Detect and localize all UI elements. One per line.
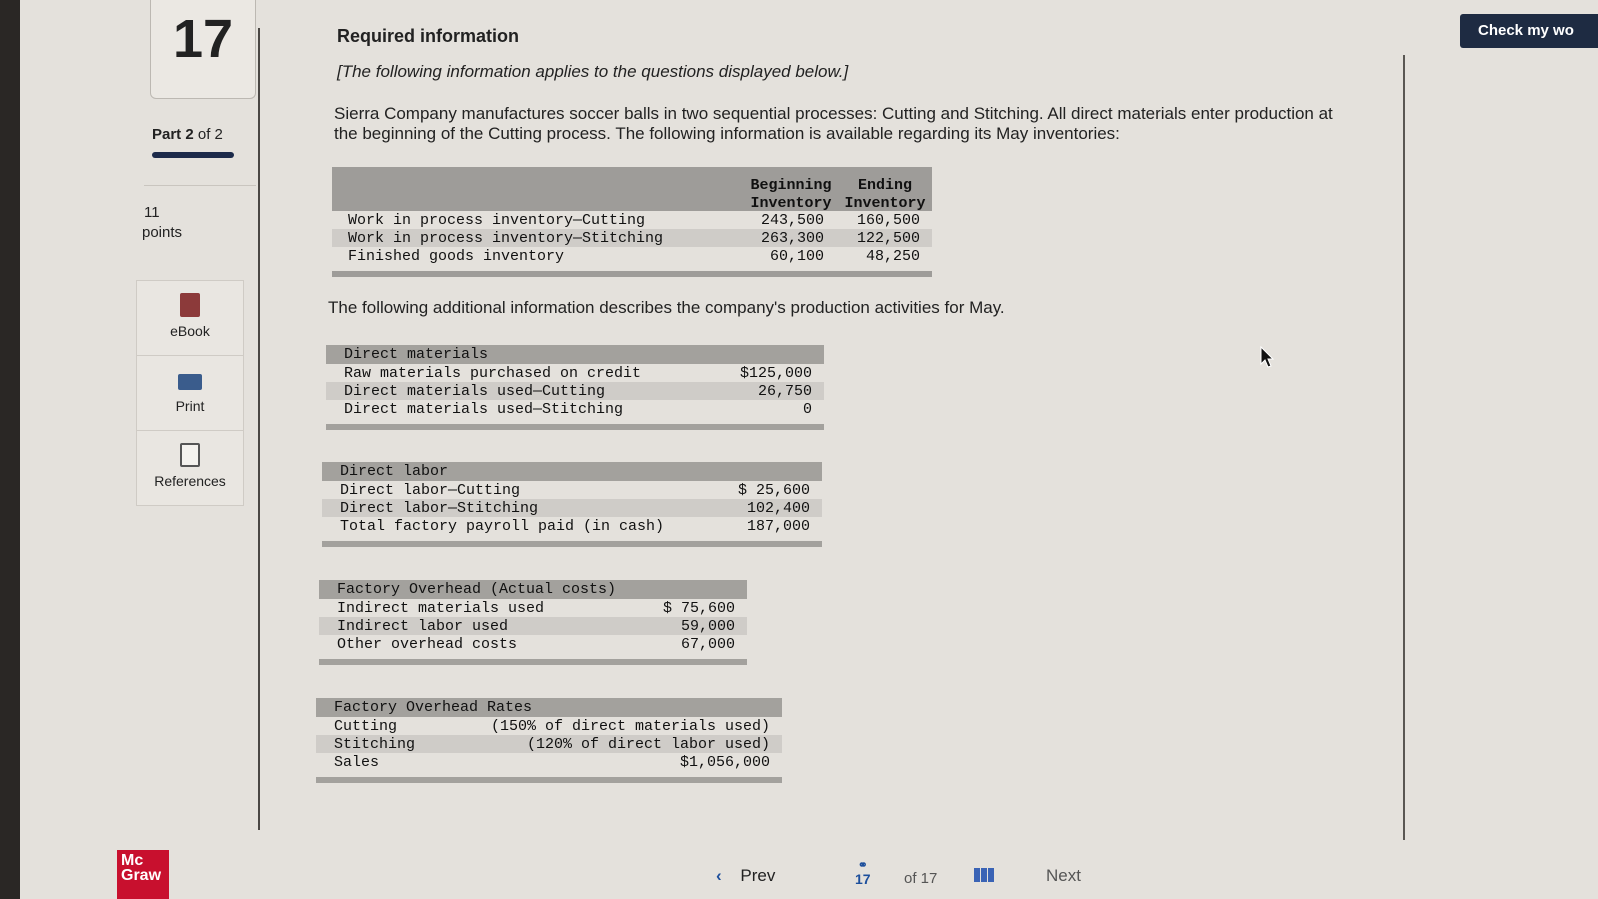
col-header-line: Ending <box>857 177 912 194</box>
table-row <box>322 517 822 535</box>
table-row <box>332 229 932 247</box>
ending-inventory-header <box>840 177 930 213</box>
logo-line: Mc <box>121 852 144 869</box>
ending-value: 160,500 <box>856 212 920 229</box>
logo-line: Graw <box>121 867 162 884</box>
table-bottom-bar <box>322 541 822 547</box>
left-edge-bar <box>0 0 20 899</box>
table-row <box>316 753 782 771</box>
row-value: 187,000 <box>746 518 810 535</box>
next-button[interactable]: Next <box>1046 866 1081 885</box>
table-row <box>319 599 747 617</box>
print-button[interactable] <box>137 356 243 431</box>
row-label: Stitching <box>334 736 416 753</box>
row-value: $ 25,600 <box>737 482 810 499</box>
table-bottom-bar <box>332 271 932 277</box>
table-row <box>332 247 932 265</box>
table-bottom-bar <box>326 424 824 430</box>
table-row <box>316 735 782 753</box>
row-label: Sales <box>334 754 380 771</box>
table-row <box>316 717 782 735</box>
references-button[interactable] <box>137 431 243 505</box>
row-label: Direct materials used—Cutting <box>344 383 606 400</box>
required-info-title: Required information <box>337 26 520 46</box>
row-label: Raw materials purchased on credit <box>344 365 642 382</box>
table-header <box>322 462 822 481</box>
prev-label: Prev <box>740 866 776 885</box>
chevron-left-icon: ‹ <box>716 866 722 885</box>
row-value: 67,000 <box>680 636 735 653</box>
content-divider-left <box>258 28 260 830</box>
question-number: 17 <box>172 9 234 69</box>
table-row <box>319 635 747 653</box>
factory-overhead-table <box>319 580 747 665</box>
overhead-rates-table <box>316 698 782 783</box>
printer-icon <box>178 374 202 390</box>
part-label: Part <box>152 126 182 143</box>
beginning-inventory-header <box>744 177 838 213</box>
row-value: $ 75,600 <box>662 600 735 617</box>
row-label: Finished goods inventory <box>348 248 565 265</box>
beginning-value: 60,100 <box>769 248 824 265</box>
table-header-label: Factory Overhead Rates <box>334 699 533 716</box>
additional-info-text: The following additional information describes the company's production activities for May. <box>328 298 1005 317</box>
direct-materials-table <box>326 345 824 430</box>
ebook-label: eBook <box>170 323 210 339</box>
inventory-table-header <box>332 167 932 211</box>
table-row <box>332 211 932 229</box>
row-label: Other overhead costs <box>337 636 518 653</box>
table-row <box>326 364 824 382</box>
col-header-line: Beginning <box>750 177 832 194</box>
book-icon <box>180 293 200 317</box>
row-value: 59,000 <box>680 618 735 635</box>
row-label: Direct materials used—Stitching <box>344 401 624 418</box>
table-bottom-bar <box>316 777 782 783</box>
page-total: of 17 <box>904 870 938 887</box>
table-row <box>322 499 822 517</box>
table-header <box>326 345 824 364</box>
references-label: References <box>154 473 226 489</box>
ebook-button[interactable] <box>137 281 243 356</box>
question-number-box <box>150 0 256 99</box>
inventory-table <box>332 167 932 277</box>
row-value: 0 <box>802 401 812 418</box>
beginning-value: 243,500 <box>760 212 824 229</box>
references-icon <box>180 443 200 467</box>
row-value: $1,056,000 <box>679 754 770 771</box>
table-header-label: Factory Overhead (Actual costs) <box>337 581 617 598</box>
table-header-label: Direct labor <box>340 463 449 480</box>
ending-value: 122,500 <box>856 230 920 247</box>
direct-labor-table <box>322 462 822 547</box>
grid-view-icon[interactable] <box>974 868 994 882</box>
row-value: $125,000 <box>739 365 812 382</box>
table-row <box>322 481 822 499</box>
points-label: points <box>142 224 183 241</box>
sidebar-divider <box>144 185 256 186</box>
page-indicator[interactable] <box>855 858 871 886</box>
table-header-label: Direct materials <box>344 346 489 363</box>
row-value: (150% of direct materials used) <box>490 718 770 735</box>
current-page: 17 <box>855 871 871 887</box>
problem-intro: Sierra Company manufactures soccer balls in two sequential processes: Cutting and Stitching. All direct materials enter production at the beginning of the Cutting process. The following information is available regarding its May inventories: <box>334 104 1333 143</box>
row-label: Work in process inventory—Stitching <box>348 230 664 247</box>
table-row <box>326 382 824 400</box>
part-of: of 2 <box>197 126 223 143</box>
ending-value: 48,250 <box>865 248 920 265</box>
content-divider-right <box>1403 55 1405 840</box>
row-label: Cutting <box>334 718 398 735</box>
row-label: Indirect labor used <box>337 618 509 635</box>
part-value: 2 <box>185 126 194 143</box>
table-row <box>326 400 824 418</box>
row-value: 26,750 <box>757 383 812 400</box>
row-label: Indirect materials used <box>337 600 545 617</box>
col-header-line: Inventory <box>844 195 926 212</box>
beginning-value: 263,300 <box>760 230 824 247</box>
part-indicator <box>152 126 223 143</box>
link-icon: ⚭ <box>857 858 868 872</box>
table-header <box>319 580 747 599</box>
row-value: (120% of direct labor used) <box>526 736 770 753</box>
table-header <box>316 698 782 717</box>
row-value: 102,400 <box>746 500 810 517</box>
mouse-cursor-icon <box>1260 346 1276 370</box>
check-my-work-button[interactable]: Check my wo <box>1460 14 1598 48</box>
prev-button[interactable] <box>716 866 775 886</box>
row-label: Direct labor—Stitching <box>340 500 539 517</box>
table-row <box>319 617 747 635</box>
row-label: Total factory payroll paid (in cash) <box>340 518 665 535</box>
part-progress-bar <box>152 152 234 158</box>
row-label: Work in process inventory—Cutting <box>348 212 646 229</box>
points-value: 11 <box>144 204 160 221</box>
col-header-line: Inventory <box>750 195 832 212</box>
print-label: Print <box>175 398 205 414</box>
row-label: Direct labor—Cutting <box>340 482 521 499</box>
tools-panel <box>136 280 244 506</box>
table-bottom-bar <box>319 659 747 665</box>
mcgraw-logo <box>117 850 169 899</box>
applies-note: [The following information applies to the questions displayed below.] <box>337 62 849 81</box>
